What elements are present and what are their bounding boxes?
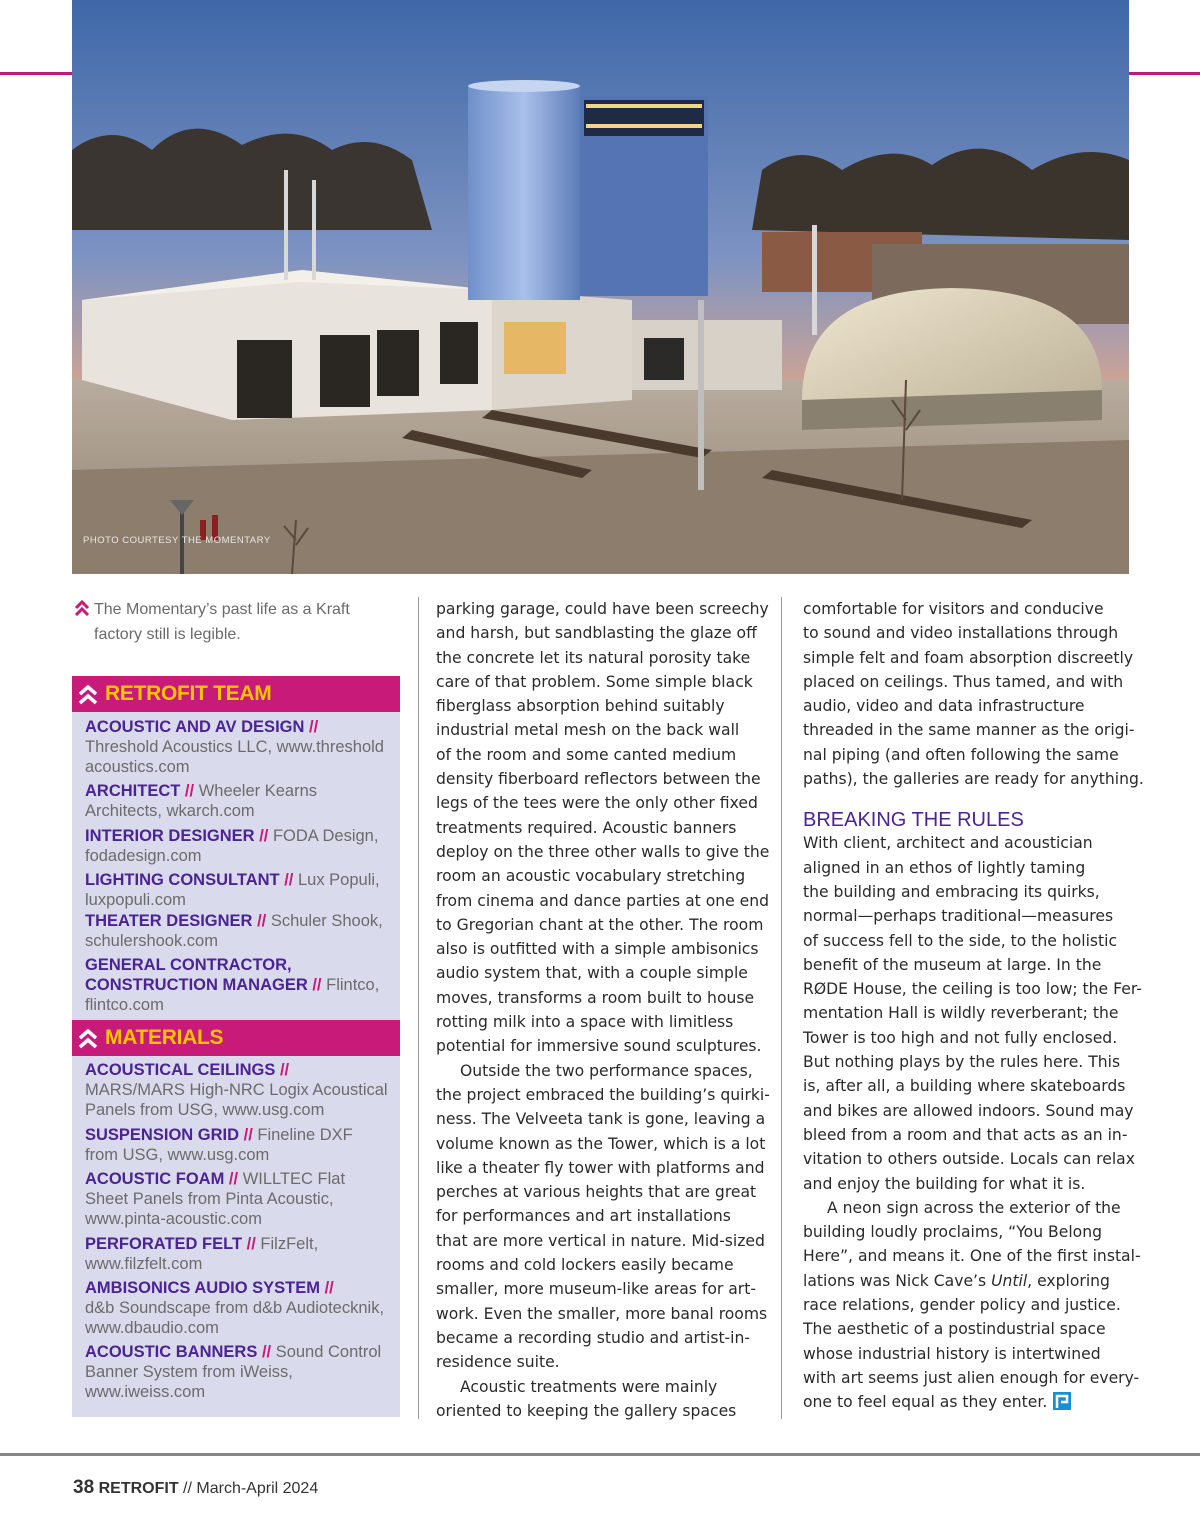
footer-rule	[0, 1453, 1200, 1456]
team-entry: THEATER DESIGNER // Schuler Shook, schulershook.com	[85, 912, 383, 950]
top-rule-left	[0, 72, 72, 75]
team-entry: ACOUSTIC AND AV DESIGN // Threshold Acoustics LLC, www.threshold acoustics.com	[85, 718, 384, 776]
photo-credit: PHOTO COURTESY THE MOMENTARY	[83, 535, 271, 546]
issue-date: March-April 2024	[196, 1480, 319, 1497]
paragraph: comfortable for visitors and conducive to sound and video installations through simple felt and foam absorption discreetly placed on ceilings. Thus tamed, and with audio, video and data infrastructure threaded in the same manner as the origi- nal piping (and often following the same paths), the galleries are ready for anything.	[803, 600, 1144, 789]
page-number: 38	[73, 1477, 95, 1498]
column-rule	[781, 597, 782, 1419]
team-entry: ARCHITECT // Wheeler Kearns Architects, wkarch.com	[85, 782, 317, 820]
paragraph: Outside the two performance spaces, the project embraced the building’s quirki- ness. The Velveeta tank is gone, leaving a volume known as the Tower, which is a lot like a theater fly tower with platforms and perches at various heights that are great for performances and art installations that are more vertical in nature. Mid-sized rooms and cold lockers easily became smaller, more museum-like areas for art- work. Even the smaller, more banal rooms became a recording studio and artist-in- residence suite.	[436, 1061, 770, 1372]
photo-caption	[74, 597, 374, 647]
artwork-title: Until	[991, 1271, 1028, 1290]
double-chevron-icon	[77, 1029, 99, 1049]
page-footer	[73, 1477, 318, 1499]
team-title: RETROFIT TEAM	[105, 682, 272, 705]
paragraph: Acoustic treatments were mainly oriented to keeping the gallery spaces	[436, 1377, 737, 1420]
materials-entry: ACOUSTICAL CEILINGS // MARS/MARS High-NRC Logix Acoustical Panels from USG, www.usg.com	[85, 1061, 388, 1119]
hero-photo	[72, 0, 1129, 574]
magazine-name: RETROFIT	[98, 1480, 179, 1497]
team-entry: GENERAL CONTRACTOR, CONSTRUCTION MANAGER // Flintco, flintco.com	[85, 956, 380, 1014]
paragraph: parking garage, could have been screechy and harsh, but sandblasting the glaze off the concrete let its natural porosity take care of that problem. Some simple black fiberglass absorption behind suitably industrial metal mesh on the back wall of the room and some canted medium density fiberboard reflectors between the legs of the tees were the only other fixed treatments required. Acoustic banners deploy on the three other walls to give the room an acoustic vocabulary stretching from cinema and dance parties at one end to Gregorian chant at the other. The room also is outfitted with a simple ambisonics audio system that, with a couple simple moves, transforms a room built to house rotting milk into a space with limitless potential for immersive sound sculptures.	[436, 600, 770, 1056]
retrofit-team-sidebar	[72, 676, 400, 1417]
team-entry: LIGHTING CONSULTANT // Lux Populi, luxpopuli.com	[85, 871, 380, 909]
momentary-building-illustration	[72, 0, 1129, 574]
double-chevron-icon	[74, 600, 90, 616]
materials-entry: PERFORATED FELT // FilzFelt, www.filzfelt.com	[85, 1235, 319, 1273]
top-rule-right	[1129, 72, 1200, 75]
materials-entry: ACOUSTIC BANNERS // Sound Control Banner System from iWeiss, www.iweiss.com	[85, 1343, 382, 1401]
body-column-3	[803, 597, 1144, 1415]
paragraph: A neon sign across the exterior of the building loudly proclaims, “You Belong Here”, and means it. One of the first instal- lations was Nick Cave’s Until, exploring race relations, gender policy and justice. The aesthetic of a postindustrial space whose industrial history is intertwined with art seems just alien enough for every- one to feel equal as they enter.	[803, 1198, 1141, 1412]
caption-text: The Momentary’s past life as a Kraft factory still is legible.	[94, 601, 350, 643]
team-header	[72, 676, 400, 712]
footer-separator: //	[183, 1480, 192, 1497]
column-rule	[418, 597, 419, 1419]
end-mark-icon	[1053, 1392, 1071, 1410]
materials-header	[72, 1020, 400, 1056]
materials-entry: SUSPENSION GRID // Fineline DXF from USG, www.usg.com	[85, 1126, 353, 1164]
double-chevron-icon	[77, 685, 99, 705]
team-entry: INTERIOR DESIGNER // FODA Design, fodadesign.com	[85, 827, 379, 865]
paragraph: With client, architect and acoustician aligned in an ethos of lightly taming the building and embracing its quirks, normal—perhaps traditional—measures of success fell to the side, to the holistic benefit of the museum at large. In the RØDE House, the ceiling is too low; the Fer- mentation Hall is wildly reverberant; the Tower is too high and not fully enclosed. But nothing plays by the rules here. This is, after all, a building where skateboards and bikes are allowed indoors. Sound may bleed from a room and that acts as an in- vitation to others outside. Locals can relax and enjoy the building for what it is.	[803, 834, 1142, 1193]
materials-entry: AMBISONICS AUDIO SYSTEM // d&b Soundscape from d&b Audiotecknik, www.dbaudio.com	[85, 1279, 385, 1337]
body-column-2	[436, 597, 770, 1423]
section-subhead: BREAKING THE RULES	[803, 809, 1024, 832]
materials-title: MATERIALS	[105, 1026, 224, 1049]
materials-entry: ACOUSTIC FOAM // WILLTEC Flat Sheet Panels from Pinta Acoustic, www.pinta-acoustic.com	[85, 1170, 346, 1228]
